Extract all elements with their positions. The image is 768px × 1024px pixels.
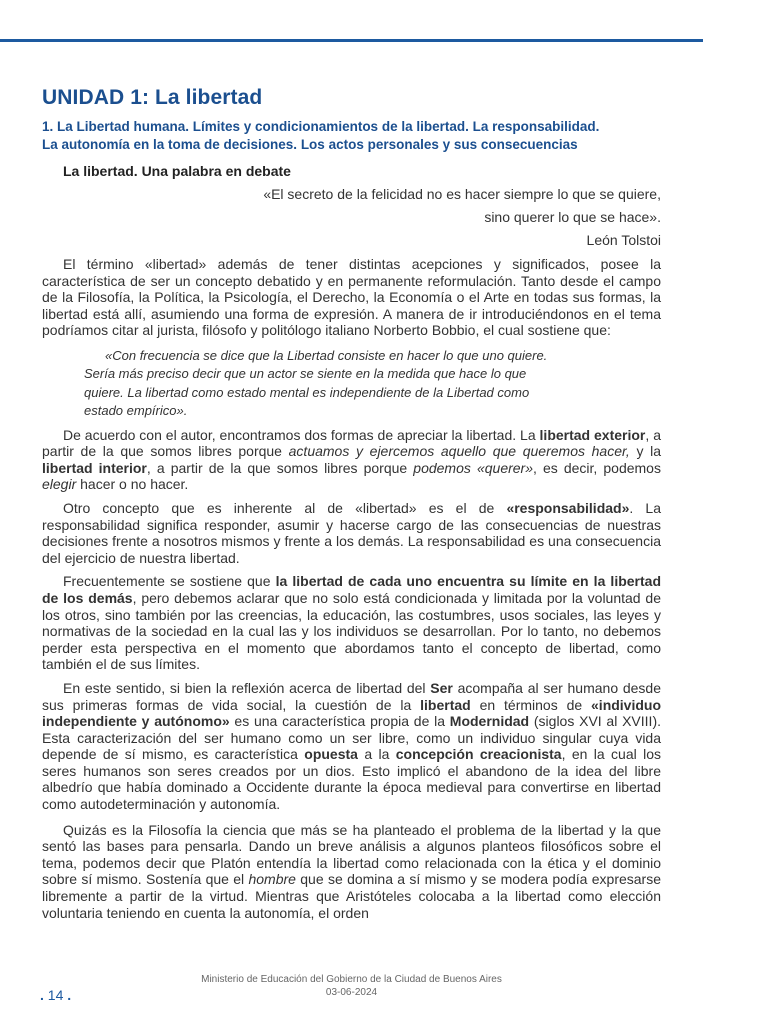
- p2-bold-libertad-exterior: libertad exterior: [539, 426, 646, 443]
- quote-line-3: quiere. La libertad como estado mental es independiente de la Libertad como: [84, 384, 530, 400]
- footer-institution: Ministerio de Educación del Gobierno de la Ciudad de Buenos Aires: [201, 974, 502, 985]
- p5-bold-individuo: «individuo independiente y autónomo»: [42, 696, 662, 730]
- block-quote: [84, 347, 653, 421]
- p3-text-2: . La responsabilidad significa responder, asumir y hacerse cargo de las consecuencias de nuestras decisiones frente a nosotros mismos y frente a los demás. La responsabilidad es una consecuencia del ejercicio de nuestra libertad.: [42, 499, 661, 566]
- p2-text-3: y la: [629, 443, 661, 460]
- epigraph: [42, 183, 661, 252]
- page-number: . 14 .: [40, 987, 72, 1003]
- page-number-value: 14: [47, 987, 64, 1003]
- p6-italic-hombre: hombre: [248, 871, 296, 888]
- footer: [0, 974, 703, 999]
- p2-italic-3: elegir: [42, 476, 77, 493]
- paragraph-3: [42, 500, 661, 566]
- p4-text-1: Frecuentemente se sostiene que: [63, 573, 276, 590]
- p2-text-1: De acuerdo con el autor, encontramos dos formas de apreciar la libertad. La: [63, 426, 540, 443]
- p5-text-4: es una característica propia de la: [229, 713, 450, 730]
- p2-bold-libertad-interior: libertad interior: [42, 459, 147, 476]
- top-rule: [0, 39, 703, 42]
- p5-text-6: a la: [357, 746, 396, 763]
- subtitle: La libertad. Una palabra en debate: [63, 163, 291, 179]
- quote-line-2: Sería más preciso decir que un actor se siente en la medida que hace lo que: [84, 366, 527, 382]
- p2-italic-2: podemos «querer»: [413, 459, 533, 476]
- p2-text-5: , es decir, podemos: [533, 459, 661, 476]
- p5-text-2: acompaña al ser humano desde sus primeras formas de vida social, la cuestión de la: [42, 679, 661, 713]
- epigraph-line-2: sino querer lo que se hace».: [484, 209, 661, 225]
- p6-text-1: Quizás es la Filosofía la ciencia que más se ha planteado el problema de la libertad y la que sentó las bases para pensarla. Dando un breve análisis a algunos planteos filosóficos sobre el tema, podemos decir que Platón entendía la libertad como relacionada con la ética y el dominio sobre sí mismo. Sostenía que el: [42, 821, 661, 888]
- footer-date: 03-06-2024: [325, 986, 378, 998]
- section-title-line-1: 1. La Libertad humana. Límites y condicionamientos de la libertad. La responsabilidad.: [42, 119, 600, 134]
- p4-text-2: , pero debemos aclarar que no solo está condicionada y limitada por la voluntad de los otros, sino también por las creencias, la educación, las costumbres, usos sociales, las leyes y normativas de la sociedad en la cual las y los individuos se desarrollan. Por lo tanto, no debemos perder esta perspectiva en el momento que abordamos tanto el concepto de libertad, como también el de sus límites.: [42, 589, 661, 673]
- p3-bold-responsabilidad: «responsabilidad»: [506, 499, 630, 516]
- p3-text-1: Otro concepto que es inherente al de «libertad» es el de: [63, 499, 507, 516]
- page-content: [42, 86, 661, 921]
- quote-line-1: «Con frecuencia se dice que la Libertad consiste en hacer lo que uno quiere.: [105, 347, 548, 363]
- p5-text-1: En este sentido, si bien la reflexión acerca de libertad del: [63, 679, 431, 696]
- quote-line-4: estado empírico».: [84, 403, 188, 419]
- p4-bold-1: la libertad de cada uno encuentra su límite en la libertad de los demás: [42, 573, 662, 606]
- section-title: [42, 118, 661, 154]
- p2-text-6: hacer o no hacer.: [76, 476, 189, 493]
- p5-bold-modernidad: Modernidad: [449, 713, 530, 730]
- p5-text-5: (siglos XVI al XVIII). Esta caracterización del ser humano como un ser libre, como un individuo singular cuya vida depende de sí mismo, es característica: [42, 713, 661, 763]
- p2-italic-1: actuamos y ejercemos aquello que queremos hacer,: [288, 443, 630, 460]
- unit-title: UNIDAD 1: La libertad: [42, 86, 263, 109]
- p5-bold-libertad: libertad: [420, 696, 471, 713]
- paragraph-1: El término «libertad» además de tener distintas acepciones y significados, posee la característica de ser un concepto debatido y en permanente reformulación. Tanto desde el campo de la Filosofía, la Política, la Psicología, el Derecho, la Economía o el Arte en todas sus formas, la libertad está allí, asumiendo una forma de expresión. A manera de ir introduciéndonos en el tema podríamos citar al jurista, filósofo y politólogo italiano Norberto Bobbio, el cual sostiene que:: [42, 256, 661, 339]
- section-title-line-2: La autonomía en la toma de decisiones. Los actos personales y sus consecuencias: [42, 137, 578, 152]
- p5-bold-opuesta: opuesta: [304, 746, 358, 763]
- paragraph-4: [42, 573, 661, 673]
- p5-text-7: , en la cual los seres humanos son seres creados por un dios. Esto implicó el abandono de la idea del libre albedrío que había dominado a Occidente durante la época medieval para convertirse en libertad como autodeterminación y autonomía.: [42, 746, 661, 813]
- paragraph-6: [42, 822, 661, 922]
- epigraph-line-1: «El secreto de la felicidad no es hacer siempre lo que se quiere,: [263, 186, 661, 202]
- paragraph-2: [42, 427, 661, 493]
- p5-text-3: en términos de: [470, 696, 592, 713]
- p2-text-2: , a partir de la que somos libres porque: [42, 426, 661, 460]
- p2-text-4: , a partir de la que somos libres porque: [146, 459, 414, 476]
- p5-bold-ser: Ser: [430, 679, 453, 696]
- p5-bold-creacionista: concepción creacionista: [395, 746, 562, 763]
- paragraph-5: [42, 680, 661, 813]
- p6-text-2: que se domina a sí mismo y se modera podía expresarse libremente a partir de la virtud. Mientras que Aristóteles colocaba a la libertad como elección voluntaria teniendo en cuenta la autonomía, el orden: [42, 871, 662, 921]
- epigraph-author: León Tolstoi: [586, 232, 661, 248]
